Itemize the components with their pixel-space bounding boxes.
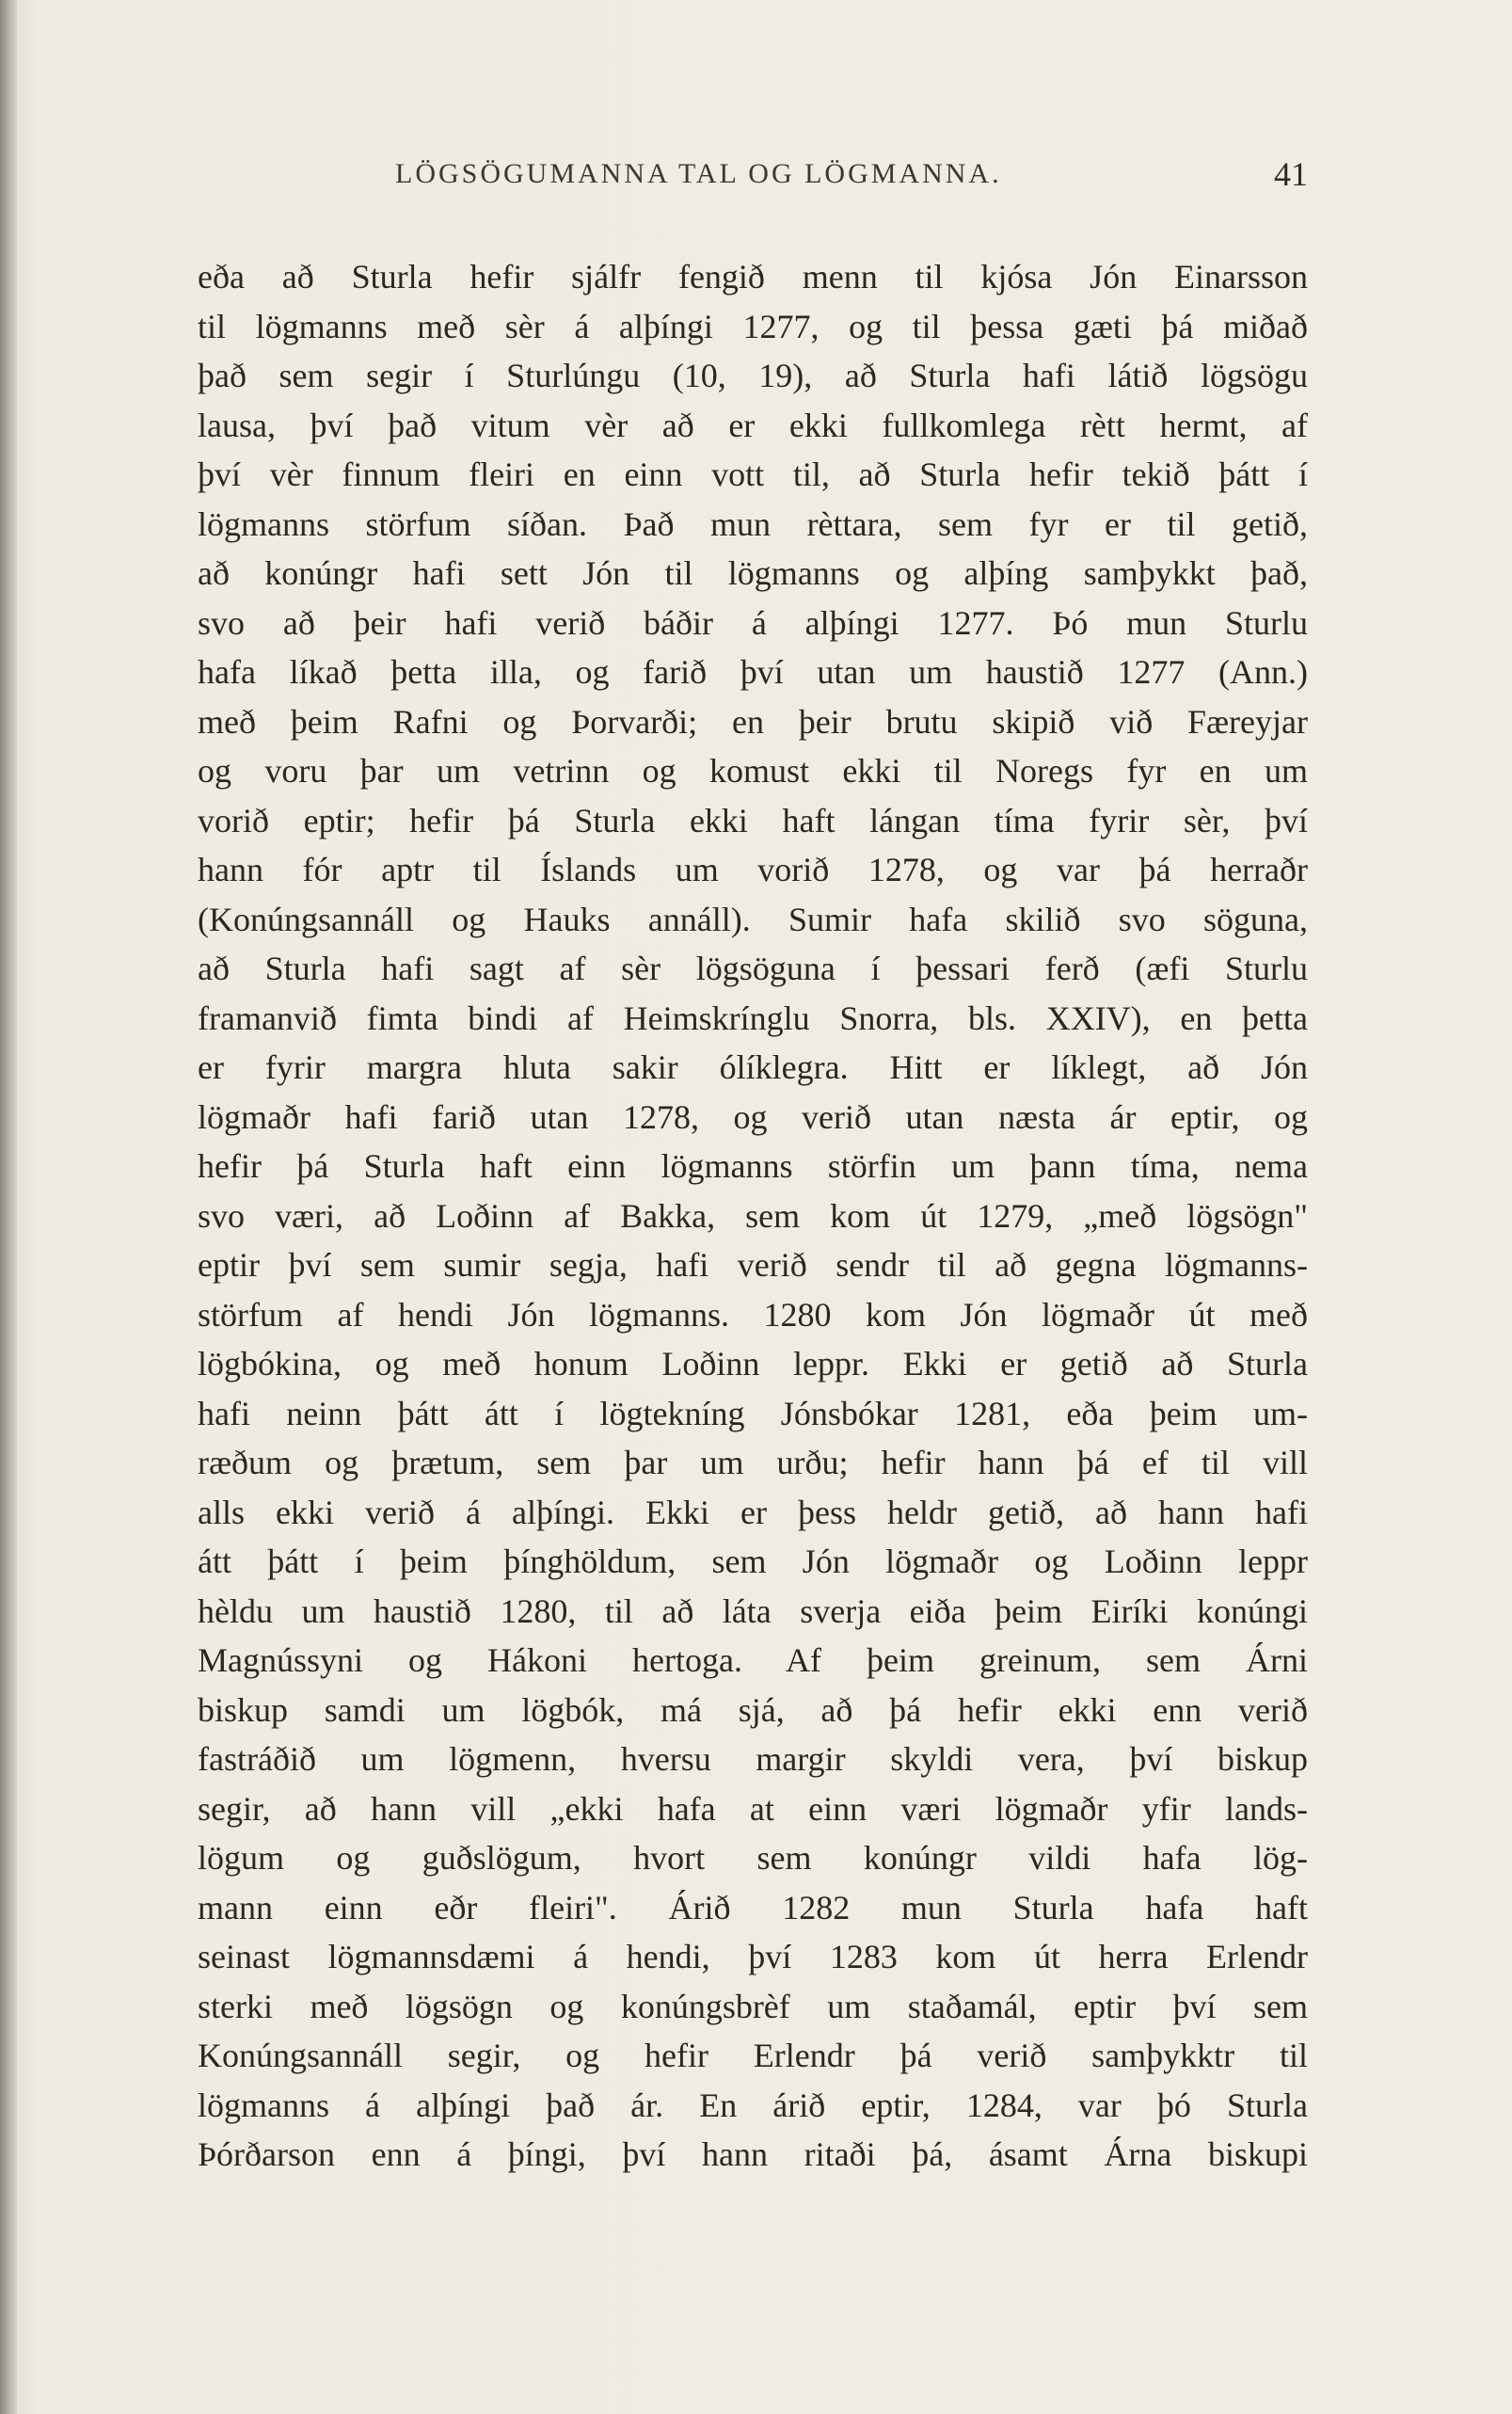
running-head: LÖGSÖGUMANNA TAL OG LÖGMANNA. — [395, 158, 1002, 189]
text-line: vorið eptir; hefir þá Sturla ekki haft lángan tíma fyrir sèr, því — [198, 801, 1308, 839]
text-line: eptir því sem sumir segja, hafi verið sendr til að gegna lögmanns- — [198, 1246, 1308, 1284]
text-line: lausa, því það vitum vèr að er ekki fullkomlega rètt hermt, af — [198, 406, 1308, 444]
text-line: er fyrir margra hluta sakir ólíklegra. Hitt er líklegt, að Jón — [198, 1048, 1308, 1086]
page-header — [198, 155, 1308, 205]
text-line: Konúngsannáll segir, og hefir Erlendr þá verið samþykktr til — [198, 2037, 1308, 2074]
text-line: það sem segir í Sturlúngu (10, 19), að Sturla hafi látið lögsögu — [198, 357, 1308, 394]
text-line: störfum af hendi Jón lögmanns. 1280 kom Jón lögmaðr út með — [198, 1295, 1308, 1334]
text-line: lögmaðr hafi farið utan 1278, og verið utan næsta ár eptir, og — [198, 1097, 1308, 1136]
text-line: mann einn eðr fleiri". Árið 1282 mun Sturla hafa haft — [198, 1888, 1308, 1926]
text-line: lögmanns störfum síðan. Það mun rèttara, sem fyr er til getið, — [198, 504, 1308, 543]
text-line: að konúngr hafi sett Jón til lögmanns og alþíng samþykkt það, — [198, 554, 1308, 592]
text-line: hafa líkað þetta illa, og farið því utan um haustið 1277 (Ann.) — [198, 653, 1308, 691]
text-line: fastráðið um lögmenn, hversu margir skyldi vera, því biskup — [198, 1740, 1308, 1778]
text-line: til lögmanns með sèr á alþíngi 1277, og til þessa gæti þá miðað — [198, 307, 1308, 345]
text-line: framanvið fimta bindi af Heimskrínglu Snorra, bls. XXIV), en þetta — [198, 999, 1308, 1037]
text-line: Þórðarson enn á þíngi, því hann ritaði þá, ásamt Árna biskupi — [198, 2135, 1308, 2173]
text-line: og voru þar um vetrinn og komust ekki til Noregs fyr en um — [198, 752, 1308, 790]
body-text — [198, 252, 1308, 2180]
text-line: átt þátt í þeim þínghöldum, sem Jón lögmaðr og Loðinn leppr — [198, 1543, 1308, 1580]
text-line: hèldu um haustið 1280, til að láta sverja eiða þeim Eiríki konúngi — [198, 1591, 1308, 1630]
text-line: ræðum og þrætum, sem þar um urðu; hefir hann þá ef til vill — [198, 1444, 1308, 1481]
text-line: hafi neinn þátt átt í lögtekníng Jónsbókar 1281, eða þeim um- — [198, 1394, 1308, 1432]
text-line: hefir þá Sturla haft einn lögmanns störfin um þann tíma, nema — [198, 1147, 1308, 1185]
text-line: lögum og guðslögum, hvort sem konúngr vildi hafa lög- — [198, 1839, 1308, 1877]
page-gutter-shadow — [0, 0, 17, 2414]
text-line: hann fór aptr til Íslands um vorið 1278, og var þá herraðr — [198, 851, 1308, 888]
text-line: því vèr finnum fleiri en einn vott til, að Sturla hefir tekið þátt í — [198, 456, 1308, 493]
text-line: lögmanns á alþíngi það ár. En árið eptir, 1284, var þó Sturla — [198, 2086, 1308, 2124]
text-line: Magnússyni og Hákoni hertoga. Af þeim greinum, sem Árni — [198, 1641, 1308, 1679]
text-line: sterki með lögsögn og konúngsbrèf um staðamál, eptir því sem — [198, 1987, 1308, 2025]
text-line: (Konúngsannáll og Hauks annáll). Sumir hafa skilið svo söguna, — [198, 900, 1308, 938]
text-line: með þeim Rafni og Þorvarði; en þeir brutu skipið við Færeyjar — [198, 702, 1308, 741]
text-line: segir, að hann vill „ekki hafa at einn væri lögmaðr yfir lands- — [198, 1789, 1308, 1828]
page-number: 41 — [1274, 155, 1308, 193]
text-line: að Sturla hafi sagt af sèr lögsöguna í þessari ferð (æfi Sturlu — [198, 950, 1308, 987]
text-line: svo væri, að Loðinn af Bakka, sem kom út 1279, „með lögsögn" — [198, 1196, 1308, 1235]
text-line: seinast lögmannsdæmi á hendi, því 1283 kom út herra Erlendr — [198, 1938, 1308, 1975]
text-line: alls ekki verið á alþíngi. Ekki er þess heldr getið, að hann hafi — [198, 1493, 1308, 1531]
text-line: lögbókina, og með honum Loðinn leppr. Ekki er getið að Sturla — [198, 1345, 1308, 1383]
text-line: biskup samdi um lögbók, má sjá, að þá hefir ekki enn verið — [198, 1690, 1308, 1729]
text-line: eða að Sturla hefir sjálfr fengið menn til kjósa Jón Einarsson — [198, 258, 1308, 296]
text-line: svo að þeir hafi verið báðir á alþíngi 1277. Þó mun Sturlu — [198, 603, 1308, 642]
